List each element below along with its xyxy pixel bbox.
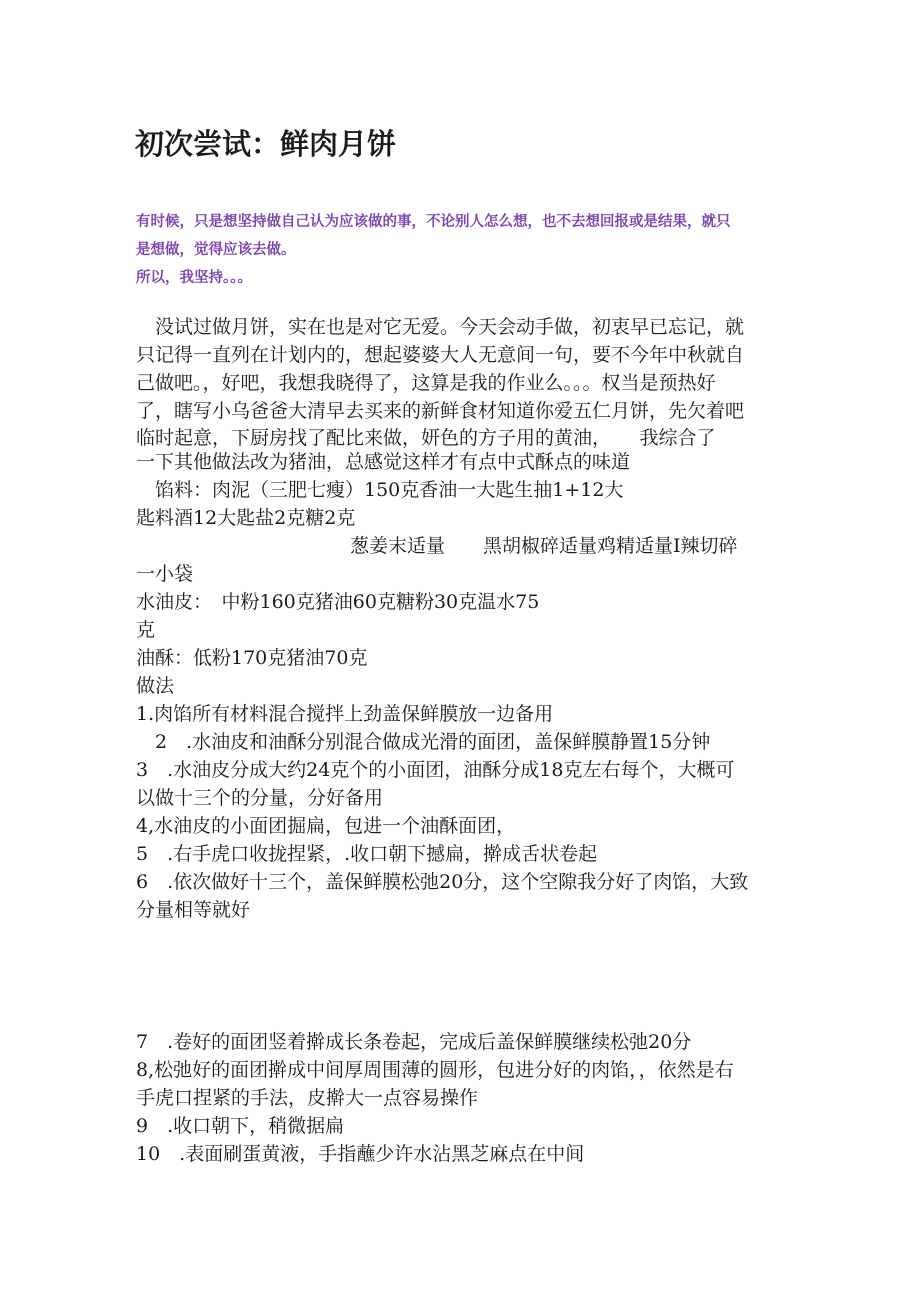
step-line: 2 .水油皮和油酥分别混合做成光滑的面团，盖保鲜膜静置15分钟 [136, 731, 711, 753]
water-dough-line: 水油皮： 中粉160克猪油60克糖粉30克温水75 [136, 591, 540, 613]
method-heading: 做法 [136, 675, 175, 697]
paragraph-line: 没试过做月饼，实在也是对它无爱。今天会动手做，初衷早已忘记，就 [136, 316, 745, 338]
paragraph-line: 了，瞎写小乌爸爸大清早去买来的新鲜食材知道你爱五仁月饼，先欠着吧 [136, 400, 745, 422]
step-line: 7 .卷好的面团竖着擀成长条卷起，完成后盖保鲜膜继续松弛20分 [136, 1031, 692, 1053]
filling-line: 匙料酒12大匙盐2克糖2克 [136, 507, 356, 529]
step-line: 5 .右手虎口收拢捏紧，.收口朝下撼扁，擀成舌状卷起 [136, 843, 598, 865]
step-line: 6 .依次做好十三个，盖保鲜膜松弛20分，这个空隙我分好了肉馅，大致 [136, 871, 749, 893]
intro-line-1: 有时候，只是想坚持做自己认为应该做的事，不论别人怎么想，也不去想回报或是结果，就只 [136, 214, 731, 230]
paragraph-line: 己做吧。，好吧，我想我晓得了，这算是我的作业么。。。权当是预热好 [136, 372, 716, 394]
intro-line-2: 是想做，觉得应该去做。 [136, 242, 296, 258]
step-line: 手虎口捏紧的手法，皮擀大一点容易操作 [136, 1087, 479, 1109]
filling-line: 一小袋 [136, 563, 194, 585]
step-line: 1.肉馅所有材料混合搅拌上劲盖保鲜膜放一边备用 [136, 703, 554, 725]
intro-line-3: 所以，我坚持。。。 [136, 270, 252, 286]
step-line: 3 .水油皮分成大约24克个的小面团，油酥分成18克左右每个，大概可 [136, 759, 735, 781]
filling-line: 馅料：肉泥（三肥七瘦）150克香油一大匙生抽1+12大 [136, 479, 624, 501]
step-line: 9 .收口朝下，稍微据扁 [136, 1115, 345, 1137]
step-line: 以做十三个的分量，分好备用 [136, 787, 384, 809]
filling-line: 葱姜末适量 黑胡椒碎适量鸡精适量I辣切碎 [350, 535, 738, 557]
paragraph-line: 一下其他做法改为猪油，总感觉这样才有点中式酥点的味道 [136, 451, 631, 473]
step-line: 4,水油皮的小面团掘扁，包进一个油酥面团， [136, 815, 516, 837]
step-line: 8,松弛好的面团擀成中间厚周围薄的圆形，包进分好的肉馅，，依然是右 [136, 1059, 734, 1081]
water-dough-line: 克 [136, 619, 156, 641]
page-title: 初次尝试：鲜肉月饼 [135, 127, 397, 161]
paragraph-line: 临时起意，下厨房找了配比来做，妍色的方子用的黄油， 我综合了 [136, 427, 716, 449]
step-line: 分量相等就好 [136, 899, 251, 921]
step-line: 10 .表面刷蛋黄液，手指蘸少许水沾黑芝麻点在中间 [136, 1143, 585, 1165]
paragraph-line: 只记得一直列在计划内的，想起婆婆大人无意间一句，要不今年中秋就自 [136, 344, 745, 366]
oil-dough-line: 油酥：低粉170克猪油70克 [136, 647, 368, 669]
